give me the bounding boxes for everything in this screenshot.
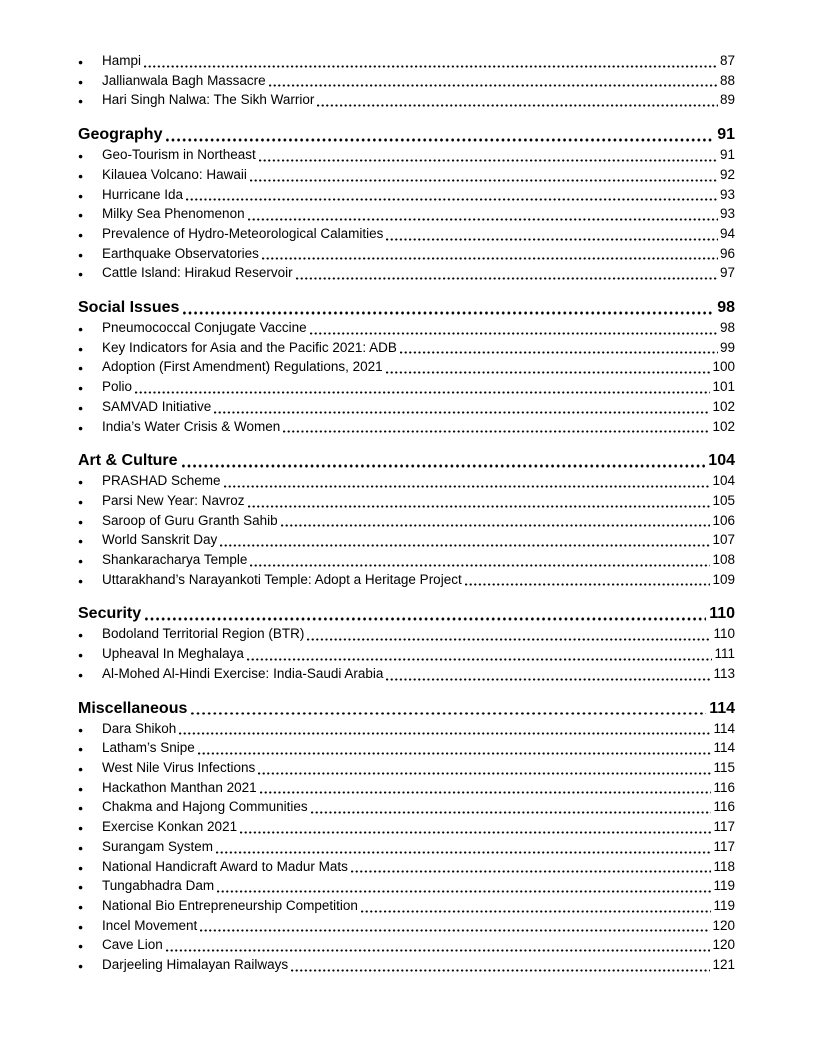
toc-entry-page: 88 xyxy=(719,72,735,88)
toc-section-heading-art-culture[interactable] xyxy=(78,450,735,472)
toc-entry-page: 110 xyxy=(713,626,735,642)
toc-entry-page: 116 xyxy=(713,799,735,815)
bullet-icon: ● xyxy=(78,803,84,814)
bullet-icon: ● xyxy=(78,516,84,527)
bullet-icon: ● xyxy=(78,210,84,221)
toc-entry[interactable] xyxy=(78,877,735,897)
dot-leader xyxy=(317,104,718,107)
toc-entry[interactable] xyxy=(78,956,735,976)
toc-entry-label: India’s Water Crisis & Women xyxy=(102,418,281,434)
dot-leader xyxy=(144,65,718,68)
bullet-icon: ● xyxy=(78,96,84,107)
toc-entry-page: 101 xyxy=(712,379,735,395)
toc-entry[interactable] xyxy=(78,225,735,245)
dot-leader xyxy=(200,929,710,932)
toc-entry[interactable] xyxy=(78,759,735,779)
toc-entry-label: National Bio Entrepreneurship Competition xyxy=(102,897,358,913)
dot-leader xyxy=(310,332,718,335)
toc-entry[interactable] xyxy=(78,798,735,818)
dot-leader xyxy=(198,752,712,755)
toc-entry-page: 116 xyxy=(713,779,735,795)
toc-entry-label: Pneumococcal Conjugate Vaccine xyxy=(102,320,307,336)
dot-leader xyxy=(361,910,712,913)
bullet-icon: ● xyxy=(78,961,84,972)
toc-heading-page: 114 xyxy=(709,699,735,717)
toc-entry-page: 97 xyxy=(719,265,735,281)
toc-entry-label: Geo-Tourism in Northeast xyxy=(102,147,256,163)
toc-entry-label: Uttarakhand’s Narayankoti Temple: Adopt a Heritage Project xyxy=(102,571,462,587)
dot-leader xyxy=(307,638,711,641)
bullet-icon: ● xyxy=(78,650,84,661)
bullet-icon: ● xyxy=(78,249,84,260)
dot-leader xyxy=(248,218,718,221)
toc-entry-page: 89 xyxy=(719,92,735,108)
toc-entry-label: PRASHAD Scheme xyxy=(102,473,221,489)
toc-heading-page: 110 xyxy=(709,605,735,623)
toc-entry-page: 115 xyxy=(713,759,735,775)
toc-section-heading-geography[interactable] xyxy=(78,124,735,146)
toc-entry[interactable] xyxy=(78,492,735,512)
bullet-icon: ● xyxy=(78,343,84,354)
toc-entry[interactable] xyxy=(78,319,735,339)
dot-leader xyxy=(351,870,712,873)
toc-entry-label: Cattle Island: Hirakud Reservoir xyxy=(102,265,293,281)
toc-entry-page: 111 xyxy=(714,646,735,662)
toc-entry[interactable] xyxy=(78,245,735,265)
toc-heading-page: 91 xyxy=(717,126,735,144)
bullet-icon: ● xyxy=(78,324,84,335)
dot-leader xyxy=(283,430,710,433)
bullet-icon: ● xyxy=(78,901,84,912)
dot-leader xyxy=(250,179,718,182)
toc-entry-page: 100 xyxy=(712,359,735,375)
toc-entry[interactable] xyxy=(78,665,735,685)
dot-leader xyxy=(240,831,711,834)
toc-entry-label: West Nile Virus Infections xyxy=(102,759,256,775)
toc-entry-page: 107 xyxy=(712,532,735,548)
toc-entry[interactable] xyxy=(78,720,735,740)
bullet-icon: ● xyxy=(78,151,84,162)
toc-entry[interactable] xyxy=(78,72,735,92)
bullet-icon: ● xyxy=(78,882,84,893)
toc-entry-page: 114 xyxy=(713,740,735,756)
toc-entry-label: Incel Movement xyxy=(102,917,198,933)
toc-entry-label: Polio xyxy=(102,379,133,395)
dot-leader xyxy=(465,583,711,586)
bullet-icon: ● xyxy=(78,269,84,280)
toc-entry-label: Latham’s Snipe xyxy=(102,740,195,756)
bullet-icon: ● xyxy=(78,763,84,774)
bullet-icon: ● xyxy=(78,823,84,834)
toc-entry-label: Bodoland Territorial Region (BTR) xyxy=(102,626,305,642)
toc-entry[interactable] xyxy=(78,818,735,838)
toc-entry[interactable] xyxy=(78,378,735,398)
toc-entry-page: 117 xyxy=(713,819,735,835)
toc-entry-page: 98 xyxy=(719,320,735,336)
dot-leader xyxy=(259,159,718,162)
dot-leader xyxy=(224,485,711,488)
toc-entry-label: Milky Sea Phenomenon xyxy=(102,206,245,222)
toc-entry-page: 87 xyxy=(719,53,735,68)
toc-entry[interactable] xyxy=(78,186,735,206)
toc-entry[interactable] xyxy=(78,858,735,878)
toc-entry-label: Earthquake Observatories xyxy=(102,245,259,261)
dot-leader xyxy=(296,277,718,280)
dot-leader xyxy=(191,712,706,716)
toc-entry-page: 119 xyxy=(713,878,735,894)
toc-entry-label: Chakma and Hajong Communities xyxy=(102,799,308,815)
toc-entry-label: Jallianwala Bagh Massacre xyxy=(102,72,266,88)
toc-entry[interactable] xyxy=(78,52,735,72)
toc-entry-page: 106 xyxy=(712,512,735,528)
bullet-icon: ● xyxy=(78,630,84,641)
toc-entry-page: 120 xyxy=(712,917,735,933)
toc-entry-page: 99 xyxy=(719,339,735,355)
dot-leader xyxy=(186,198,718,201)
toc-entry-page: 94 xyxy=(719,225,735,241)
toc-entry[interactable] xyxy=(78,146,735,166)
dot-leader xyxy=(216,851,711,854)
toc-entry-page: 108 xyxy=(712,552,735,568)
bullet-icon: ● xyxy=(78,57,84,67)
dot-leader xyxy=(220,544,710,547)
toc-entry-label: Shankaracharya Temple xyxy=(102,552,248,568)
toc-entry-label: Saroop of Guru Granth Sahib xyxy=(102,512,278,528)
dot-leader xyxy=(291,969,710,972)
toc-entry[interactable] xyxy=(78,264,735,284)
toc-entry-label: World Sanskrit Day xyxy=(102,532,218,548)
bullet-icon: ● xyxy=(78,842,84,853)
toc-heading-label: Social Issues xyxy=(78,299,180,317)
toc-entry[interactable] xyxy=(78,418,735,438)
bullet-icon: ● xyxy=(78,170,84,181)
bullet-icon: ● xyxy=(78,744,84,755)
toc-entry-label: Surangam System xyxy=(102,838,214,854)
dot-leader xyxy=(400,351,718,354)
toc-entry-label: SAMVAD Initiative xyxy=(102,398,212,414)
toc-entry[interactable] xyxy=(78,91,735,111)
dot-leader xyxy=(166,138,714,142)
bullet-icon: ● xyxy=(78,862,84,873)
toc-entry-page: 96 xyxy=(719,245,735,261)
toc-entry-page: 119 xyxy=(713,897,735,913)
toc-entry[interactable] xyxy=(78,358,735,378)
toc-entry[interactable] xyxy=(78,531,735,551)
dot-leader xyxy=(182,464,706,468)
toc-entry-label: Kilauea Volcano: Hawaii xyxy=(102,166,247,182)
toc-entry-page: 114 xyxy=(713,720,735,736)
dot-leader xyxy=(258,772,711,775)
bullet-icon: ● xyxy=(78,575,84,586)
dot-leader xyxy=(166,949,711,952)
toc-entry-label: Hari Singh Nalwa: The Sikh Warrior xyxy=(102,92,315,108)
dot-leader xyxy=(250,564,710,567)
bullet-icon: ● xyxy=(78,783,84,794)
toc-entry-page: 93 xyxy=(719,206,735,222)
toc-entry-label: Darjeeling Himalayan Railways xyxy=(102,957,289,973)
dot-leader xyxy=(183,311,714,315)
toc-entry[interactable] xyxy=(78,936,735,956)
bullet-icon: ● xyxy=(78,496,84,507)
toc-entry-label: Hampi xyxy=(102,53,142,68)
toc-entry-page: 104 xyxy=(712,473,735,489)
toc-section-heading-security[interactable] xyxy=(78,603,735,625)
toc-entry-page: 91 xyxy=(719,147,735,163)
toc-entry-label: Hurricane Ida xyxy=(102,186,184,202)
toc-entry[interactable] xyxy=(78,551,735,571)
toc-entry-label: Al-Mohed Al-Hindi Exercise: India-Saudi Arabia xyxy=(102,665,384,681)
toc-entry-page: 92 xyxy=(719,166,735,182)
bullet-icon: ● xyxy=(78,402,84,413)
dot-leader xyxy=(214,411,710,414)
dot-leader xyxy=(269,84,718,87)
toc-entry-label: Adoption (First Amendment) Regulations, 2021 xyxy=(102,359,383,375)
dot-leader xyxy=(248,505,711,508)
toc-entry[interactable] xyxy=(78,571,735,591)
toc-entry[interactable] xyxy=(78,625,735,645)
bullet-icon: ● xyxy=(78,536,84,547)
toc-entry-label: Tungabhadra Dam xyxy=(102,878,215,894)
toc-entry[interactable] xyxy=(78,779,735,799)
toc-heading-label: Miscellaneous xyxy=(78,699,188,717)
toc-entry[interactable] xyxy=(78,472,735,492)
bullet-icon: ● xyxy=(78,363,84,374)
toc-entry-page: 118 xyxy=(713,858,735,874)
bullet-icon: ● xyxy=(78,76,84,87)
bullet-icon: ● xyxy=(78,422,84,433)
bullet-icon: ● xyxy=(78,556,84,567)
dot-leader xyxy=(260,791,712,794)
dot-leader xyxy=(179,732,711,735)
dot-leader xyxy=(386,678,711,681)
toc-section-heading-social-issues[interactable] xyxy=(78,297,735,319)
toc-entry[interactable] xyxy=(78,645,735,665)
toc-entry-label: Upheaval In Meghalaya xyxy=(102,646,244,662)
bullet-icon: ● xyxy=(78,383,84,394)
toc-heading-label: Art & Culture xyxy=(78,452,178,470)
toc-heading-page: 98 xyxy=(717,299,735,317)
toc-entry-page: 113 xyxy=(713,665,735,681)
toc-entry-label: Exercise Konkan 2021 xyxy=(102,819,238,835)
dot-leader xyxy=(386,371,711,374)
toc-entry-label: Key Indicators for Asia and the Pacific 2021: ADB xyxy=(102,339,397,355)
bullet-icon: ● xyxy=(78,477,84,488)
toc-entry-page: 102 xyxy=(712,418,735,434)
toc-entry-page: 105 xyxy=(712,492,735,508)
toc-entry-page: 117 xyxy=(713,838,735,854)
bullet-icon: ● xyxy=(78,229,84,240)
toc-entry[interactable] xyxy=(78,166,735,186)
bullet-icon: ● xyxy=(78,190,84,201)
toc-entry-label: Parsi New Year: Navroz xyxy=(102,492,245,508)
dot-leader xyxy=(145,617,706,621)
toc-entry-page: 109 xyxy=(712,571,735,587)
bullet-icon: ● xyxy=(78,669,84,680)
toc-entry-label: National Handicraft Award to Madur Mats xyxy=(102,858,348,874)
toc-entry[interactable] xyxy=(78,398,735,418)
dot-leader xyxy=(262,257,718,260)
toc-entry[interactable] xyxy=(78,838,735,858)
toc-entry-page: 120 xyxy=(712,937,735,953)
dot-leader xyxy=(311,811,712,814)
toc-entry-page: 102 xyxy=(712,398,735,414)
dot-leader xyxy=(247,658,713,661)
toc-heading-page: 104 xyxy=(708,452,735,470)
toc-entry[interactable] xyxy=(78,897,735,917)
toc-entry[interactable] xyxy=(78,917,735,937)
bullet-icon: ● xyxy=(78,921,84,932)
toc-section-heading-miscellaneous[interactable] xyxy=(78,698,735,720)
toc-entry-label: Hackathon Manthan 2021 xyxy=(102,779,257,795)
dot-leader xyxy=(217,890,711,893)
toc-entry-page: 93 xyxy=(719,186,735,202)
toc-entry[interactable] xyxy=(78,339,735,359)
dot-leader xyxy=(386,238,718,241)
toc-entry-label: Dara Shikoh xyxy=(102,720,177,736)
toc-entry[interactable] xyxy=(78,739,735,759)
toc-heading-label: Security xyxy=(78,605,142,623)
dot-leader xyxy=(281,524,711,527)
bullet-icon: ● xyxy=(78,941,84,952)
toc-heading-label: Geography xyxy=(78,126,163,144)
toc-entry[interactable] xyxy=(78,205,735,225)
toc-entry-label: Cave Lion xyxy=(102,937,163,953)
toc-entry-page: 121 xyxy=(712,957,735,973)
toc-entry-label: Prevalence of Hydro-Meteorological Calamities xyxy=(102,225,384,241)
bullet-icon: ● xyxy=(78,724,84,735)
toc-entry[interactable] xyxy=(78,512,735,532)
dot-leader xyxy=(135,391,710,394)
